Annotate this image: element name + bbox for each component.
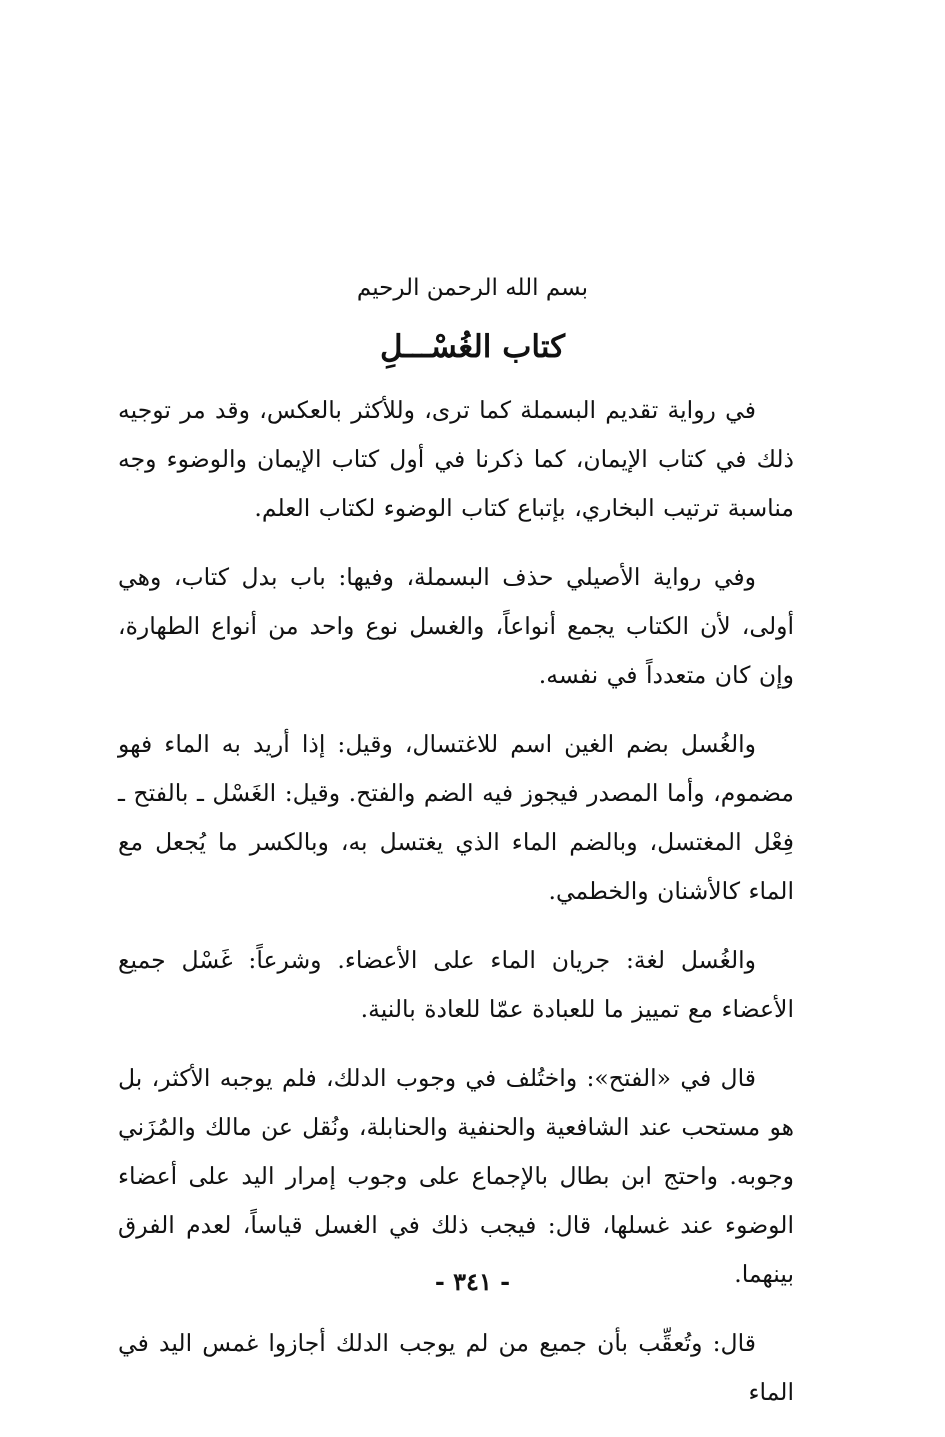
paragraph-linguistic-forms: والغُسل بضم الغين اسم للاغتسال، وقيل: إذا أريد به الماء فهو مضموم، وأما المصدر فيجوز فيه الضم والفتح. وقيل: الغَسْل ـ بالفتح ـ فِعْل المغتسل، وبالضم الماء الذي يغتسل به، وبالكسر ما يُجعل مع الماء كالأشنان والخطمي.: [118, 730, 794, 905]
chapter-title: كتاب الغُسْـــلِ: [380, 329, 565, 365]
paragraph-dalk-dispute: قال في «الفتح»: واختُلف في وجوب الدلك، فلم يوجبه الأكثر، بل هو مستحب عند الشافعية والحنفية والحنابلة، ونُقل عن مالك والمُزَني وجوبه. واحتج ابن بطال بالإجماع على وجوب إمرار اليد على أعضاء الوضوء عند غسلها، قال: فيجب ذلك في الغسل قياساً، لعدم الفرق بينهما.: [118, 1064, 794, 1288]
paragraph-asili-narration: وفي رواية الأصيلي حذف البسملة، وفيها: باب بدل كتاب، وهي أولى، لأن الكتاب يجمع أنواعاً، والغسل نوع واحد من أنواع الطهارة، وإن كان متعدداً في نفسه.: [118, 563, 794, 689]
page-number: - ٣٤١ -: [434, 1267, 511, 1296]
basmala: بسم الله الرحمن الرحيم: [356, 275, 589, 301]
paragraph-objection: قال: وتُعقِّب بأن جميع من لم يوجب الدلك أجازوا غمس اليد في الماء: [118, 1329, 794, 1406]
paragraph-definition: والغُسل لغة: جريان الماء على الأعضاء. وشرعاً: غَسْل جميع الأعضاء مع تمييز ما للعبادة عمّا للعادة بالنية.: [118, 946, 794, 1023]
paragraph-basmala-order: في رواية تقديم البسملة كما ترى، وللأكثر بالعكس، وقد مر توجيه ذلك في كتاب الإيمان، كما ذكرنا في أول كتاب الإيمان والوضوء وجه مناسبة ترتيب البخاري، بإتباع كتاب الوضوء لكتاب العلم.: [118, 396, 794, 522]
